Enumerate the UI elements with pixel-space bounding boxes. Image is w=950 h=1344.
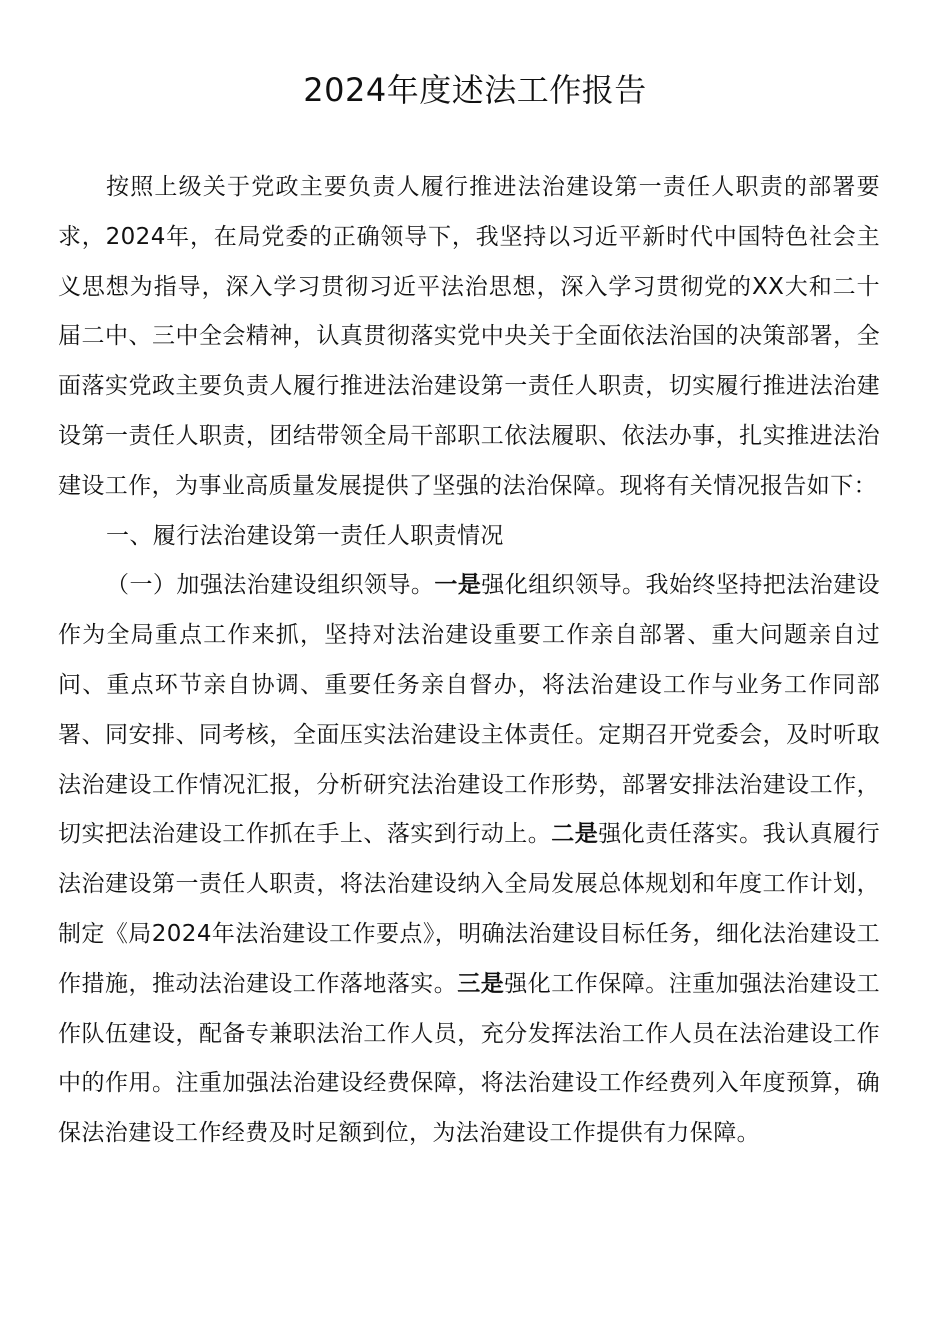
point-text-3: 强化工作保障。注重加强法治建设工作队伍建设，配备专兼职法治工作人员，充分发挥法治工作人员在法治建设工作中的作用。注重加强法治建设经费保障，将法治建设工作经费列入年度预算，确保法治建设工作经费及时足额到位，为法治建设工作提供有力保障。 (58, 970, 880, 1147)
section-heading: 一、履行法治建设第一责任人职责情况 (106, 522, 504, 549)
document-body (58, 163, 880, 1159)
subsection-heading: （一）加强法治建设组织领导。 (106, 572, 435, 599)
point-lead-3: 三是 (457, 970, 505, 997)
point-lead-2: 二是 (551, 821, 599, 848)
point-lead-1: 一是 (434, 572, 482, 599)
subsection-paragraph (58, 561, 880, 1159)
point-text-2: 强化责任落实。我认真履行法治建设第一责任人职责，将法治建设纳入全局发展总体规划和年度工作计划，制定《局2024年法治建设工作要点》，明确法治建设目标任务，细化法治建设工作措施，推动法治建设工作落地落实。 (58, 821, 880, 997)
intro-paragraph: 按照上级关于党政主要负责人履行推进法治建设第一责任人职责的部署要求，2024年，在局党委的正确领导下，我坚持以习近平新时代中国特色社会主义思想为指导，深入学习贯彻习近平法治思想，深入学习贯彻党的XX大和二十届二中、三中全会精神，认真贯彻落实党中央关于全面依法治国的决策部署，全面落实党政主要负责人履行推进法治建设第一责任人职责，切实履行推进法治建设第一责任人职责，团结带领全局干部职工依法履职、依法办事，扎实推进法治建设工作，为事业高质量发展提供了坚强的法治保障。现将有关情况报告如下： (58, 174, 880, 499)
document-title: 2024年度述法工作报告 (303, 71, 647, 109)
point-text-1: 强化组织领导。我始终坚持把法治建设作为全局重点工作来抓，坚持对法治建设重要工作亲自部署、重大问题亲自过问、重点环节亲自协调、重要任务亲自督办，将法治建设工作与业务工作同部署、同安排、同考核，全面压实法治建设主体责任。定期召开党委会，及时听取法治建设工作情况汇报，分析研究法治建设工作形势，部署安排法治建设工作，切实把法治建设工作抓在手上、落实到行动上。 (58, 572, 880, 848)
